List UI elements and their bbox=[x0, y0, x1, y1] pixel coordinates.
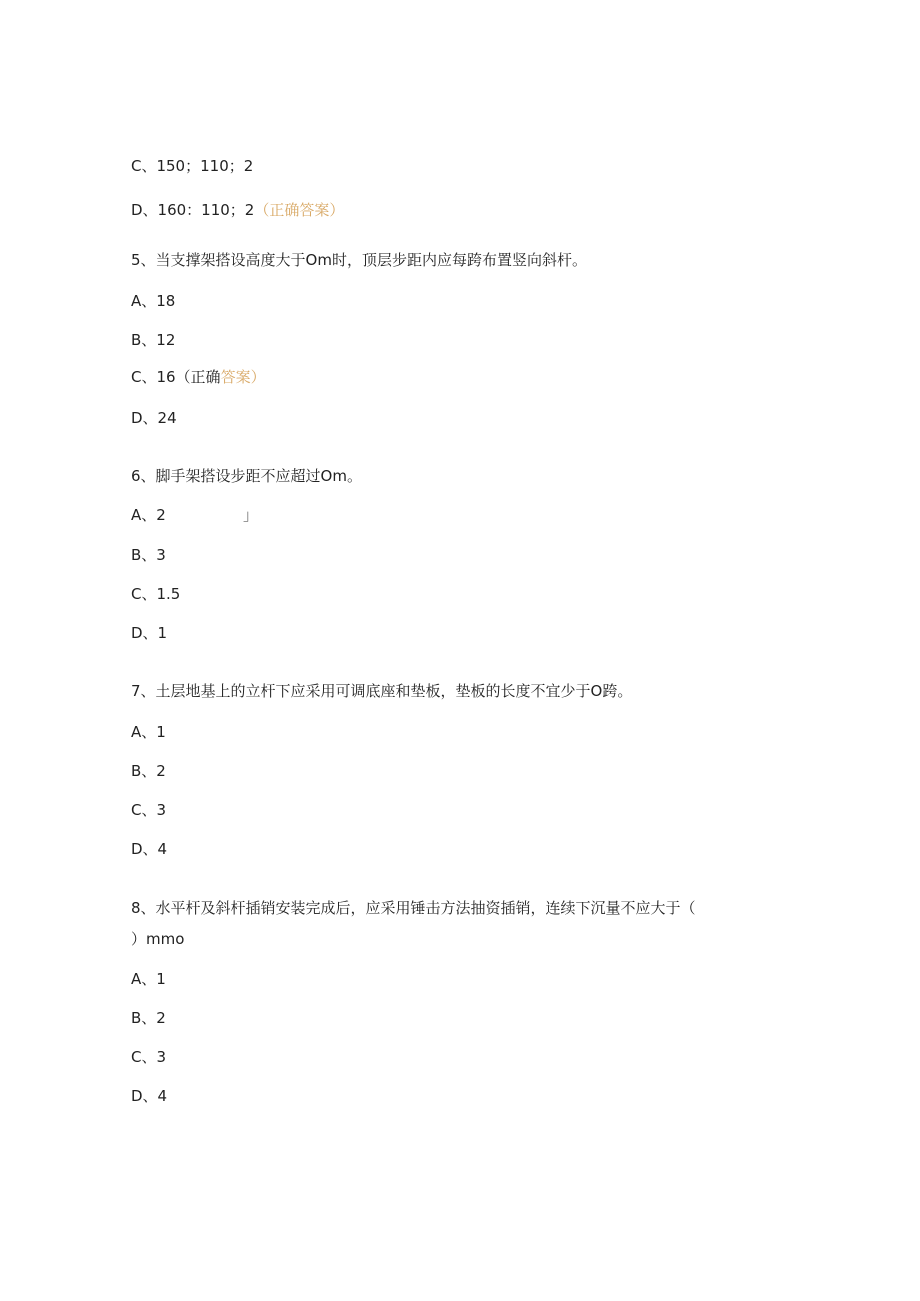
option-d-q6: D、1 bbox=[131, 624, 168, 642]
option-c-q5 bbox=[131, 367, 266, 387]
option-c-q6: C、1.5 bbox=[131, 585, 181, 603]
stray-mark: 」 bbox=[243, 506, 259, 524]
correct-answer-label: （正确答案） bbox=[254, 201, 345, 219]
option-a-q5: A、18 bbox=[131, 292, 176, 310]
option-a-q8: A、1 bbox=[131, 970, 166, 988]
option-b-q8: B、2 bbox=[131, 1009, 166, 1027]
question-7: 7、土层地基上的立杆下应采用可调底座和垫板，垫板的长度不宜少于O跨。 bbox=[131, 682, 633, 700]
option-a-q7: A、1 bbox=[131, 723, 166, 741]
correct-answer-label: 答案） bbox=[220, 368, 266, 386]
option-d-q7: D、4 bbox=[131, 840, 168, 858]
question-8-line-2: ）mmo bbox=[131, 930, 185, 948]
option-c-q8: C、3 bbox=[131, 1048, 167, 1066]
option-text: C、16（正确 bbox=[131, 368, 221, 386]
question-5: 5、当支撑架搭设高度大于Om时，顶层步距内应每跨布置竖向斜杆。 bbox=[131, 251, 587, 269]
question-8-line-1: 8、水平杆及斜杆插销安装完成后，应采用锤击方法抽资插销，连续下沉量不应大于（ bbox=[131, 899, 696, 917]
option-d-q8: D、4 bbox=[131, 1087, 168, 1105]
option-c-q4: C、150；110；2 bbox=[131, 157, 254, 175]
option-a-q6: A、2 bbox=[131, 506, 166, 524]
option-text: D、160：110；2 bbox=[131, 201, 255, 219]
option-d-q5: D、24 bbox=[131, 409, 177, 427]
question-6: 6、脚手架搭设步距不应超过Om。 bbox=[131, 467, 362, 485]
option-b-q5: B、12 bbox=[131, 331, 176, 349]
option-d-q4 bbox=[131, 200, 344, 220]
option-c-q7: C、3 bbox=[131, 801, 167, 819]
option-b-q7: B、2 bbox=[131, 762, 166, 780]
option-b-q6: B、3 bbox=[131, 546, 166, 564]
